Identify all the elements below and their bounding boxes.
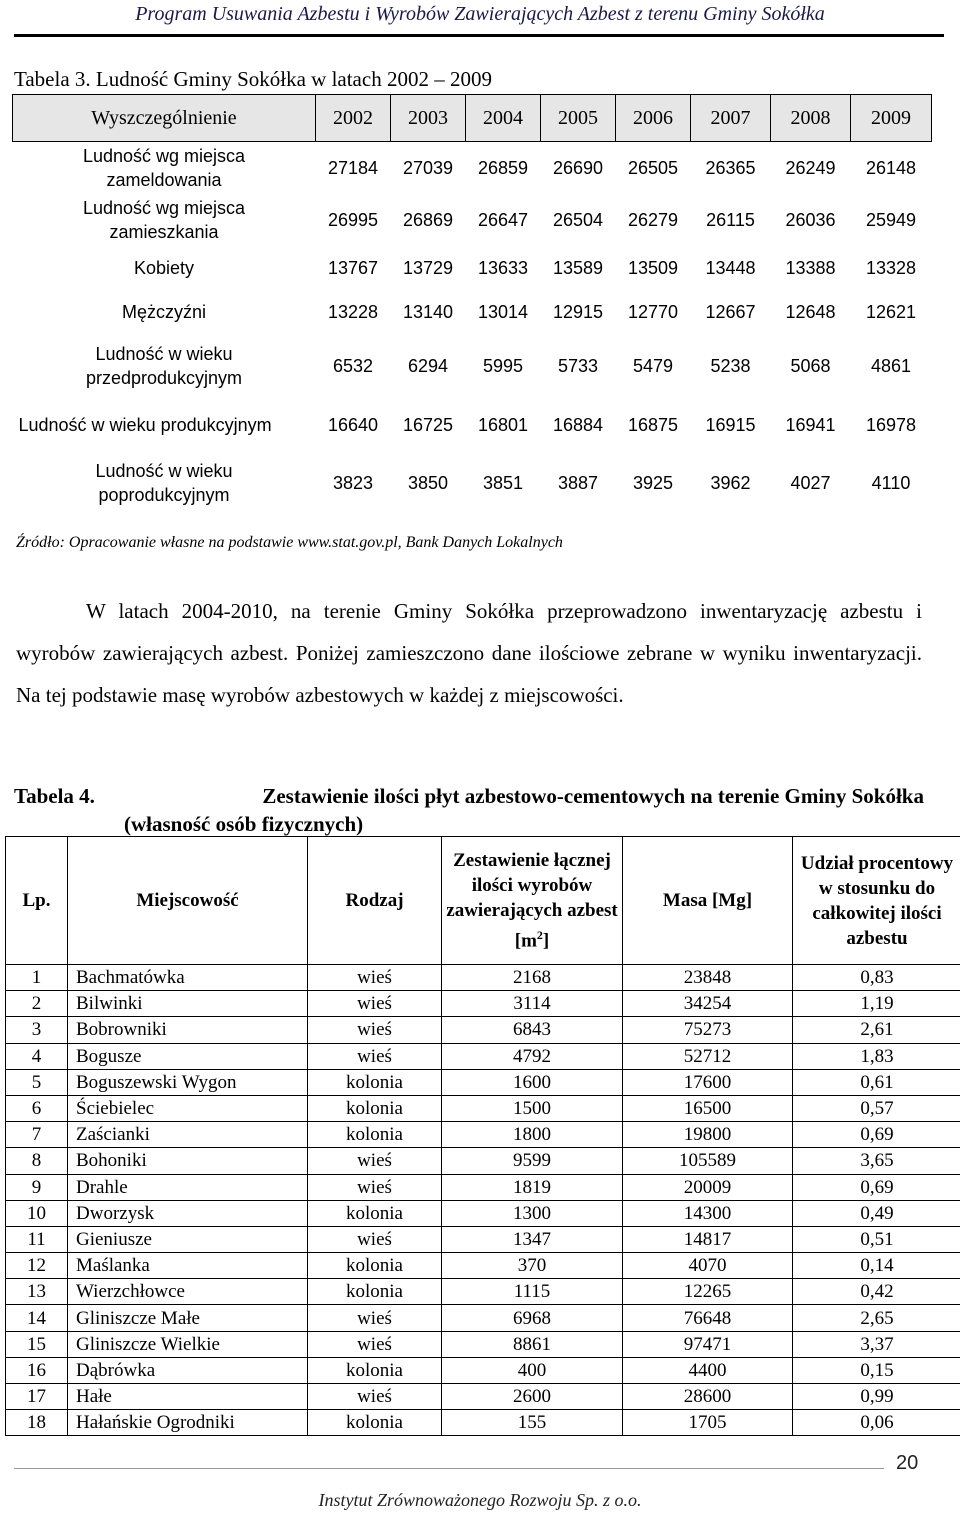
place-cell: Dąbrówka <box>68 1357 308 1383</box>
population-value: 16875 <box>627 414 679 435</box>
mass-cell: 75273 <box>623 1017 793 1043</box>
page-footer: Instytut Zrównoważonego Rozwoju Sp. z o.o. <box>318 1490 642 1510</box>
population-value: 3850 <box>407 472 449 493</box>
population-value: 16884 <box>552 414 604 435</box>
mass-cell: 105589 <box>623 1148 793 1174</box>
share-cell: 3,37 <box>793 1331 960 1357</box>
population-value: 3851 <box>482 472 524 493</box>
area-cell: 2168 <box>442 965 623 991</box>
population-value: 6294 <box>407 355 449 376</box>
lp-cell: 10 <box>6 1200 68 1226</box>
lp-cell: 7 <box>6 1122 68 1148</box>
type-cell: kolonia <box>308 1410 442 1436</box>
row-label: Kobiety <box>133 257 195 278</box>
population-value: 26036 <box>785 209 836 230</box>
area-cell: 6968 <box>442 1305 623 1331</box>
share-cell: 0,83 <box>793 965 960 991</box>
place-cell: Zaścianki <box>68 1122 308 1148</box>
type-cell: wieś <box>308 1043 442 1069</box>
table3-source: Źródło: Opracowanie własne na podstawie www.stat.gov.pl, Bank Danych Lokalnych <box>16 534 563 551</box>
mass-cell: 4070 <box>623 1253 793 1279</box>
population-value: 26148 <box>865 157 917 178</box>
population-value: 12621 <box>865 301 917 322</box>
population-value: 13633 <box>477 257 529 278</box>
population-value: 3823 <box>332 472 374 493</box>
population-value: 26365 <box>705 157 756 178</box>
row-label: Mężczyźni <box>121 301 206 322</box>
population-value: 5238 <box>710 355 751 376</box>
table4-body <box>6 965 960 1436</box>
year-header: 2005 <box>541 95 616 142</box>
population-value: 4110 <box>871 472 911 493</box>
place-cell: Gliniszcze Wielkie <box>68 1331 308 1357</box>
area-cell: 8861 <box>442 1331 623 1357</box>
lp-cell: 11 <box>6 1226 68 1252</box>
area-cell: 1600 <box>442 1069 623 1095</box>
population-value: 26249 <box>785 157 836 178</box>
population-value: 13767 <box>327 257 379 278</box>
population-value: 16941 <box>785 414 836 435</box>
mass-cell: 28600 <box>623 1384 793 1410</box>
share-cell: 3,65 <box>793 1148 960 1174</box>
lp-cell: 8 <box>6 1148 68 1174</box>
col-mass: Masa [Mg] <box>623 837 793 965</box>
inventory-paragraph <box>16 590 922 716</box>
table-row <box>6 1253 960 1279</box>
population-value: 16978 <box>865 414 917 435</box>
table-row <box>6 1357 960 1383</box>
population-value: 13228 <box>327 301 379 322</box>
population-value: 13014 <box>477 301 529 322</box>
area-cell: 2600 <box>442 1384 623 1410</box>
share-cell: 1,19 <box>793 991 960 1017</box>
population-value: 25949 <box>865 209 917 230</box>
population-table <box>12 94 932 514</box>
type-cell: wieś <box>308 1174 442 1200</box>
row-label: Ludność wg miejsca zameldowania <box>82 145 246 190</box>
share-cell: 0,49 <box>793 1200 960 1226</box>
area-cell: 9599 <box>442 1148 623 1174</box>
population-value: 12770 <box>627 301 679 322</box>
share-cell: 0,15 <box>793 1357 960 1383</box>
lp-cell: 4 <box>6 1043 68 1069</box>
share-cell: 0,99 <box>793 1384 960 1410</box>
mass-cell: 19800 <box>623 1122 793 1148</box>
mass-cell: 14817 <box>623 1226 793 1252</box>
type-cell: wieś <box>308 1331 442 1357</box>
type-cell: wieś <box>308 1017 442 1043</box>
place-cell: Dworzysk <box>68 1200 308 1226</box>
row-label: Ludność w wieku produkcyjnym <box>18 414 272 435</box>
area-cell: 1500 <box>442 1095 623 1121</box>
population-value: 6532 <box>332 355 374 376</box>
table-row <box>6 1200 960 1226</box>
place-cell: Bachmatówka <box>68 965 308 991</box>
place-cell: Hałańskie Ogrodniki <box>68 1410 308 1436</box>
mass-cell: 17600 <box>623 1069 793 1095</box>
lp-cell: 3 <box>6 1017 68 1043</box>
place-cell: Gliniszcze Małe <box>68 1305 308 1331</box>
population-value: 13448 <box>705 257 756 278</box>
col-type: Rodzaj <box>308 837 442 965</box>
place-cell: Bogusze <box>68 1043 308 1069</box>
area-cell: 1300 <box>442 1200 623 1226</box>
table-row <box>6 1095 960 1121</box>
table4-caption <box>14 782 924 838</box>
share-cell: 0,42 <box>793 1279 960 1305</box>
share-cell: 0,69 <box>793 1122 960 1148</box>
table-row <box>6 1174 960 1200</box>
place-cell: Hałe <box>68 1384 308 1410</box>
table3-row <box>13 452 932 514</box>
type-cell: kolonia <box>308 1357 442 1383</box>
area-cell: 155 <box>442 1410 623 1436</box>
table-row <box>6 1148 960 1174</box>
area-cell: 1800 <box>442 1122 623 1148</box>
table-row <box>6 1122 960 1148</box>
share-cell: 0,06 <box>793 1410 960 1436</box>
mass-cell: 16500 <box>623 1095 793 1121</box>
population-value: 16915 <box>705 414 756 435</box>
area-cell: 1819 <box>442 1174 623 1200</box>
place-cell: Gieniusze <box>68 1226 308 1252</box>
year-header: 2006 <box>616 95 691 142</box>
mass-cell: 23848 <box>623 965 793 991</box>
table3-row <box>13 194 932 246</box>
population-value: 12667 <box>705 301 756 322</box>
table3-body <box>13 142 932 514</box>
lp-cell: 9 <box>6 1174 68 1200</box>
footer-divider <box>14 1468 884 1469</box>
table-row <box>6 1043 960 1069</box>
type-cell: kolonia <box>308 1069 442 1095</box>
lp-cell: 16 <box>6 1357 68 1383</box>
table-row <box>6 991 960 1017</box>
population-value: 26504 <box>552 209 604 230</box>
population-value: 26279 <box>627 209 679 230</box>
table3-caption: Tabela 3. Ludność Gminy Sokółka w latach 2002 – 2009 <box>14 67 492 91</box>
table-row <box>6 1069 960 1095</box>
type-cell: kolonia <box>308 1279 442 1305</box>
header-divider <box>14 34 944 37</box>
type-cell: kolonia <box>308 1200 442 1226</box>
population-value: 3962 <box>710 472 751 493</box>
population-value: 27184 <box>327 157 379 178</box>
place-cell: Maślanka <box>68 1253 308 1279</box>
population-value: 16801 <box>477 414 529 435</box>
population-value: 26115 <box>706 209 755 230</box>
table3-header-row <box>13 95 932 142</box>
type-cell: wieś <box>308 1384 442 1410</box>
share-cell: 2,61 <box>793 1017 960 1043</box>
mass-cell: 34254 <box>623 991 793 1017</box>
population-value: 4027 <box>790 472 831 493</box>
share-cell: 0,51 <box>793 1226 960 1252</box>
year-header: 2009 <box>851 95 932 142</box>
table3-header-label: Wyszczególnienie <box>13 95 316 142</box>
place-cell: Drahle <box>68 1174 308 1200</box>
population-value: 27039 <box>402 157 454 178</box>
table3-row <box>13 290 932 334</box>
population-value: 3887 <box>557 472 599 493</box>
population-value: 5995 <box>482 355 524 376</box>
table-row <box>6 1017 960 1043</box>
mass-cell: 97471 <box>623 1331 793 1357</box>
table3-row <box>13 398 932 452</box>
type-cell: kolonia <box>308 1095 442 1121</box>
place-cell: Wierzchłowce <box>68 1279 308 1305</box>
table-row <box>6 1279 960 1305</box>
type-cell: wieś <box>308 1305 442 1331</box>
population-value: 13589 <box>552 257 604 278</box>
population-value: 3925 <box>632 472 674 493</box>
population-value: 26505 <box>627 157 679 178</box>
year-header: 2003 <box>391 95 466 142</box>
table-row <box>6 1305 960 1331</box>
place-cell: Bilwinki <box>68 991 308 1017</box>
row-label: Ludność wg miejsca zamieszkania <box>82 197 246 242</box>
mass-cell: 76648 <box>623 1305 793 1331</box>
year-header: 2002 <box>316 95 391 142</box>
population-value: 26647 <box>477 209 529 230</box>
year-header: 2007 <box>691 95 771 142</box>
population-value: 4861 <box>870 355 912 376</box>
population-value: 26690 <box>552 157 604 178</box>
lp-cell: 14 <box>6 1305 68 1331</box>
table3-row <box>13 142 932 194</box>
mass-cell: 4400 <box>623 1357 793 1383</box>
paragraph-text: W latach 2004-2010, na terenie Gminy Sokółka przeprowadzono inwentaryzację azbestu i wyrobów zawierających azbest. Poniżej zamieszczono dane ilościowe zebrane w wyniku inwentaryzacji. Na tej podstawie masę wyrobów azbestowych w każdej z miejscowości. <box>16 599 922 707</box>
table3-row <box>13 246 932 290</box>
type-cell: wieś <box>308 1148 442 1174</box>
population-value: 5479 <box>632 355 674 376</box>
area-cell: 6843 <box>442 1017 623 1043</box>
population-value: 5068 <box>790 355 831 376</box>
page-header: Program Usuwania Azbestu i Wyrobów Zawierających Azbest z terenu Gminy Sokółka <box>135 3 825 25</box>
type-cell: wieś <box>308 991 442 1017</box>
page-number: 20 <box>896 1452 919 1474</box>
area-cell: 400 <box>442 1357 623 1383</box>
population-value: 26859 <box>477 157 529 178</box>
population-value: 13328 <box>865 257 917 278</box>
population-value: 12915 <box>552 301 604 322</box>
share-cell: 0,14 <box>793 1253 960 1279</box>
lp-cell: 13 <box>6 1279 68 1305</box>
population-value: 13140 <box>402 301 454 322</box>
table4-caption-prefix: Tabela 4. <box>14 784 95 808</box>
table4-caption-title: Zestawienie ilości płyt azbestowo-cementowych na terenie Gminy Sokółka <box>262 784 924 808</box>
year-header: 2008 <box>771 95 851 142</box>
share-cell: 0,69 <box>793 1174 960 1200</box>
mass-cell: 20009 <box>623 1174 793 1200</box>
mass-cell: 12265 <box>623 1279 793 1305</box>
mass-cell: 52712 <box>623 1043 793 1069</box>
population-value: 12648 <box>785 301 836 322</box>
type-cell: wieś <box>308 1226 442 1252</box>
lp-cell: 17 <box>6 1384 68 1410</box>
table4-caption-subtitle: (własność osób fizycznych) <box>124 812 364 836</box>
lp-cell: 15 <box>6 1331 68 1357</box>
population-value: 13388 <box>785 257 836 278</box>
table3-row <box>13 334 932 398</box>
lp-cell: 6 <box>6 1095 68 1121</box>
year-header: 2004 <box>466 95 541 142</box>
table-row <box>6 965 960 991</box>
col-place: Miejscowość <box>68 837 308 965</box>
place-cell: Bohoniki <box>68 1148 308 1174</box>
table4-header-row <box>6 837 960 965</box>
area-cell: 1347 <box>442 1226 623 1252</box>
area-cell: 3114 <box>442 991 623 1017</box>
row-label: Ludność w wieku poprodukcyjnym <box>95 460 233 505</box>
row-label: Ludność w wieku przedprodukcyjnym <box>85 343 243 388</box>
population-value: 16725 <box>402 414 454 435</box>
type-cell: kolonia <box>308 1253 442 1279</box>
lp-cell: 1 <box>6 965 68 991</box>
type-cell: wieś <box>308 965 442 991</box>
table-row <box>6 1226 960 1252</box>
lp-cell: 2 <box>6 991 68 1017</box>
asbestos-table <box>5 836 960 1436</box>
area-cell: 370 <box>442 1253 623 1279</box>
mass-cell: 1705 <box>623 1410 793 1436</box>
share-cell: 0,61 <box>793 1069 960 1095</box>
population-value: 26995 <box>327 209 379 230</box>
area-cell: 1115 <box>442 1279 623 1305</box>
area-cell: 4792 <box>442 1043 623 1069</box>
table-row <box>6 1331 960 1357</box>
population-value: 13509 <box>627 257 679 278</box>
type-cell: kolonia <box>308 1122 442 1148</box>
table-row <box>6 1384 960 1410</box>
col-share: Udział procentowy w stosunku do całkowitej ilości azbestu <box>793 837 960 965</box>
mass-cell: 14300 <box>623 1200 793 1226</box>
share-cell: 0,57 <box>793 1095 960 1121</box>
lp-cell: 5 <box>6 1069 68 1095</box>
population-value: 16640 <box>327 414 379 435</box>
lp-cell: 18 <box>6 1410 68 1436</box>
population-value: 13729 <box>402 257 454 278</box>
place-cell: Ściebielec <box>68 1095 308 1121</box>
place-cell: Boguszewski Wygon <box>68 1069 308 1095</box>
place-cell: Bobrowniki <box>68 1017 308 1043</box>
share-cell: 2,65 <box>793 1305 960 1331</box>
col-lp: Lp. <box>6 837 68 965</box>
population-value: 26869 <box>402 209 454 230</box>
table-row <box>6 1410 960 1436</box>
population-value: 5733 <box>557 355 599 376</box>
lp-cell: 12 <box>6 1253 68 1279</box>
share-cell: 1,83 <box>793 1043 960 1069</box>
col-area: Zestawienie łącznej ilości wyrobów zawierających azbest $[m^2]$ <box>442 837 623 965</box>
